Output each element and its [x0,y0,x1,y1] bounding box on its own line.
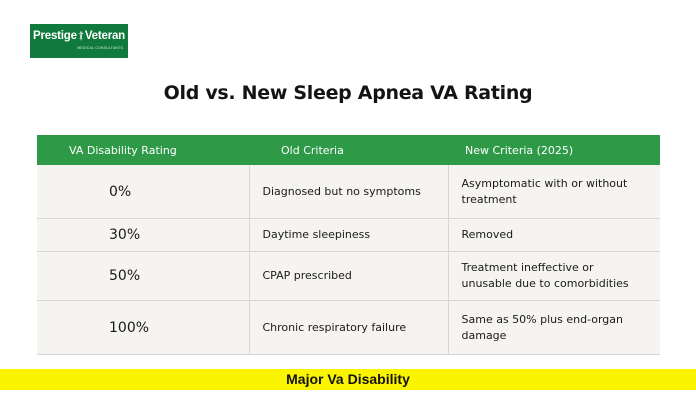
old-criteria-cell: CPAP prescribed [249,252,448,301]
brand-tagline: MEDICAL CONSULTANTS [77,46,123,50]
brand-word-veteran: Veteran [84,30,125,42]
rating-cell: 30% [37,219,249,252]
table-row [37,301,660,355]
old-criteria-cell: Daytime sleepiness [249,219,448,252]
table-row [37,252,660,301]
column-header-rating: VA Disability Rating [37,135,249,165]
footer-banner: Major Va Disability [0,369,696,390]
brand-logo [30,24,128,58]
rating-comparison-table [37,135,660,355]
old-criteria-cell: Chronic respiratory failure [249,301,448,355]
table-header-row [37,135,660,165]
rating-cell: 50% [37,252,249,301]
column-header-new-criteria: New Criteria (2025) [448,135,660,165]
new-criteria-cell: Same as 50% plus end-organ damage [448,301,660,355]
new-criteria-cell: Removed [448,219,660,252]
brand-logo-row [33,26,125,46]
rating-cell: 0% [37,165,249,219]
column-header-old-criteria: Old Criteria [249,135,448,165]
new-criteria-cell: Treatment ineffective or unusable due to comorbidities [448,252,660,301]
old-criteria-cell: Diagnosed but no symptoms [249,165,448,219]
new-criteria-cell: Asymptomatic with or without treatment [448,165,660,219]
caduceus-icon [78,29,84,43]
brand-word-prestige: Prestige [33,30,77,42]
rating-cell: 100% [37,301,249,355]
table-row [37,165,660,219]
table-row [37,219,660,252]
page-title: Old vs. New Sleep Apnea VA Rating [163,82,533,104]
